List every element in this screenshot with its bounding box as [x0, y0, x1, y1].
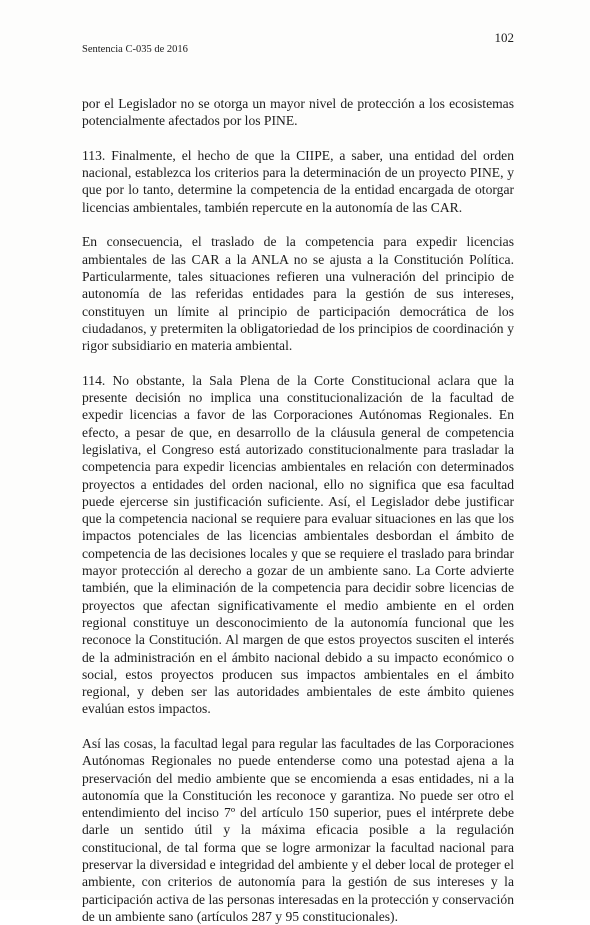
paragraph-continuation: por el Legislador no se otorga un mayor nivel de protección a los ecosistemas potencialmente afectados por los PINE. — [82, 96, 514, 129]
running-header: Sentencia C-035 de 2016 — [82, 44, 188, 55]
paragraph-consequence: En consecuencia, el traslado de la competencia para expedir licencias ambientales de las CAR a la ANLA no se ajusta a la Constitución Política. Particularmente, tales situaciones refieren una vulneración del principio de autonomía de las referidas entidades para la gestión de sus intereses, constituyen un límite al principio de participación democrática de los ciudadanos, y pretermiten la obligatoriedad de los principios de coordinación y rigor subsidiario en materia ambiental. — [82, 234, 514, 354]
paragraph-113: 113. Finalmente, el hecho de que la CIIPE, a saber, una entidad del orden nacional, establezca los criterios para la determinación de un proyecto PINE, y que por lo tanto, determine la competencia de la entidad encargada de otorgar licencias ambientales, también repercute en la autonomía de las CAR. — [82, 147, 514, 215]
paragraph-conclusion: Así las cosas, la facultad legal para regular las facultades de las Corporaciones Autónomas Regionales no puede entenderse como una potestad ajena a la preservación del medio ambiente que se encomienda a esas entidades, ni a la autonomía que la Constitución les reconoce y garantiza. No puede ser otro el entendimiento del inciso 7º del artículo 150 superior, pues el intérprete debe darle un sentido útil y la máxima eficacia posible a la regulación constitucional, de tal forma que se logre armonizar la facultad nacional para preservar la diversidad e integridad del ambiente y el deber local de proteger el ambiente, con criterios de autonomía para la gestión de sus intereses y la participación activa de las personas interesadas en la protección y conservación de un ambiente sano (artículos 287 y 95 constitucionales). — [82, 735, 514, 924]
page-number: 102 — [494, 30, 514, 45]
paragraph-114: 114. No obstante, la Sala Plena de la Corte Constitucional aclara que la presente decisión no implica una constitucionalización de la facultad de expedir licencias a favor de las Corporaciones Autónomas Regionales. En efecto, a pesar de que, en desarrollo de la cláusula general de competencia legislativa, el Congreso está autorizado constitucionalmente para trasladar la competencia para expedir licencias ambientales en relación con determinados proyectos a entidades del orden nacional, ello no significa que esa facultad puede ejercerse sin justificación suficiente. Así, el Legislador debe justificar que la competencia nacional se requiere para evaluar situaciones en las que los impactos potenciales de las licencias ambientales desbordan el ámbito de competencia de las decisiones locales y que se requiere el traslado para brindar mayor protección al derecho a gozar de un ambiente sano. La Corte advierte también, que la eliminación de la competencia para decidir sobre licencias de proyectos que afectan significativamente el medio ambiente en el orden regional constituye un desconocimiento de la autonomía funcional que les reconoce la Constitución. Al margen de que estos proyectos susciten el interés de la administración en el ámbito nacional debido a su impacto económico o social, estos proyectos producen sus impactos ambientales en el ámbito regional, y deben ser las autoridades ambientales de este ámbito quienes evalúan estos impactos. — [82, 372, 514, 717]
document-body — [82, 95, 514, 925]
